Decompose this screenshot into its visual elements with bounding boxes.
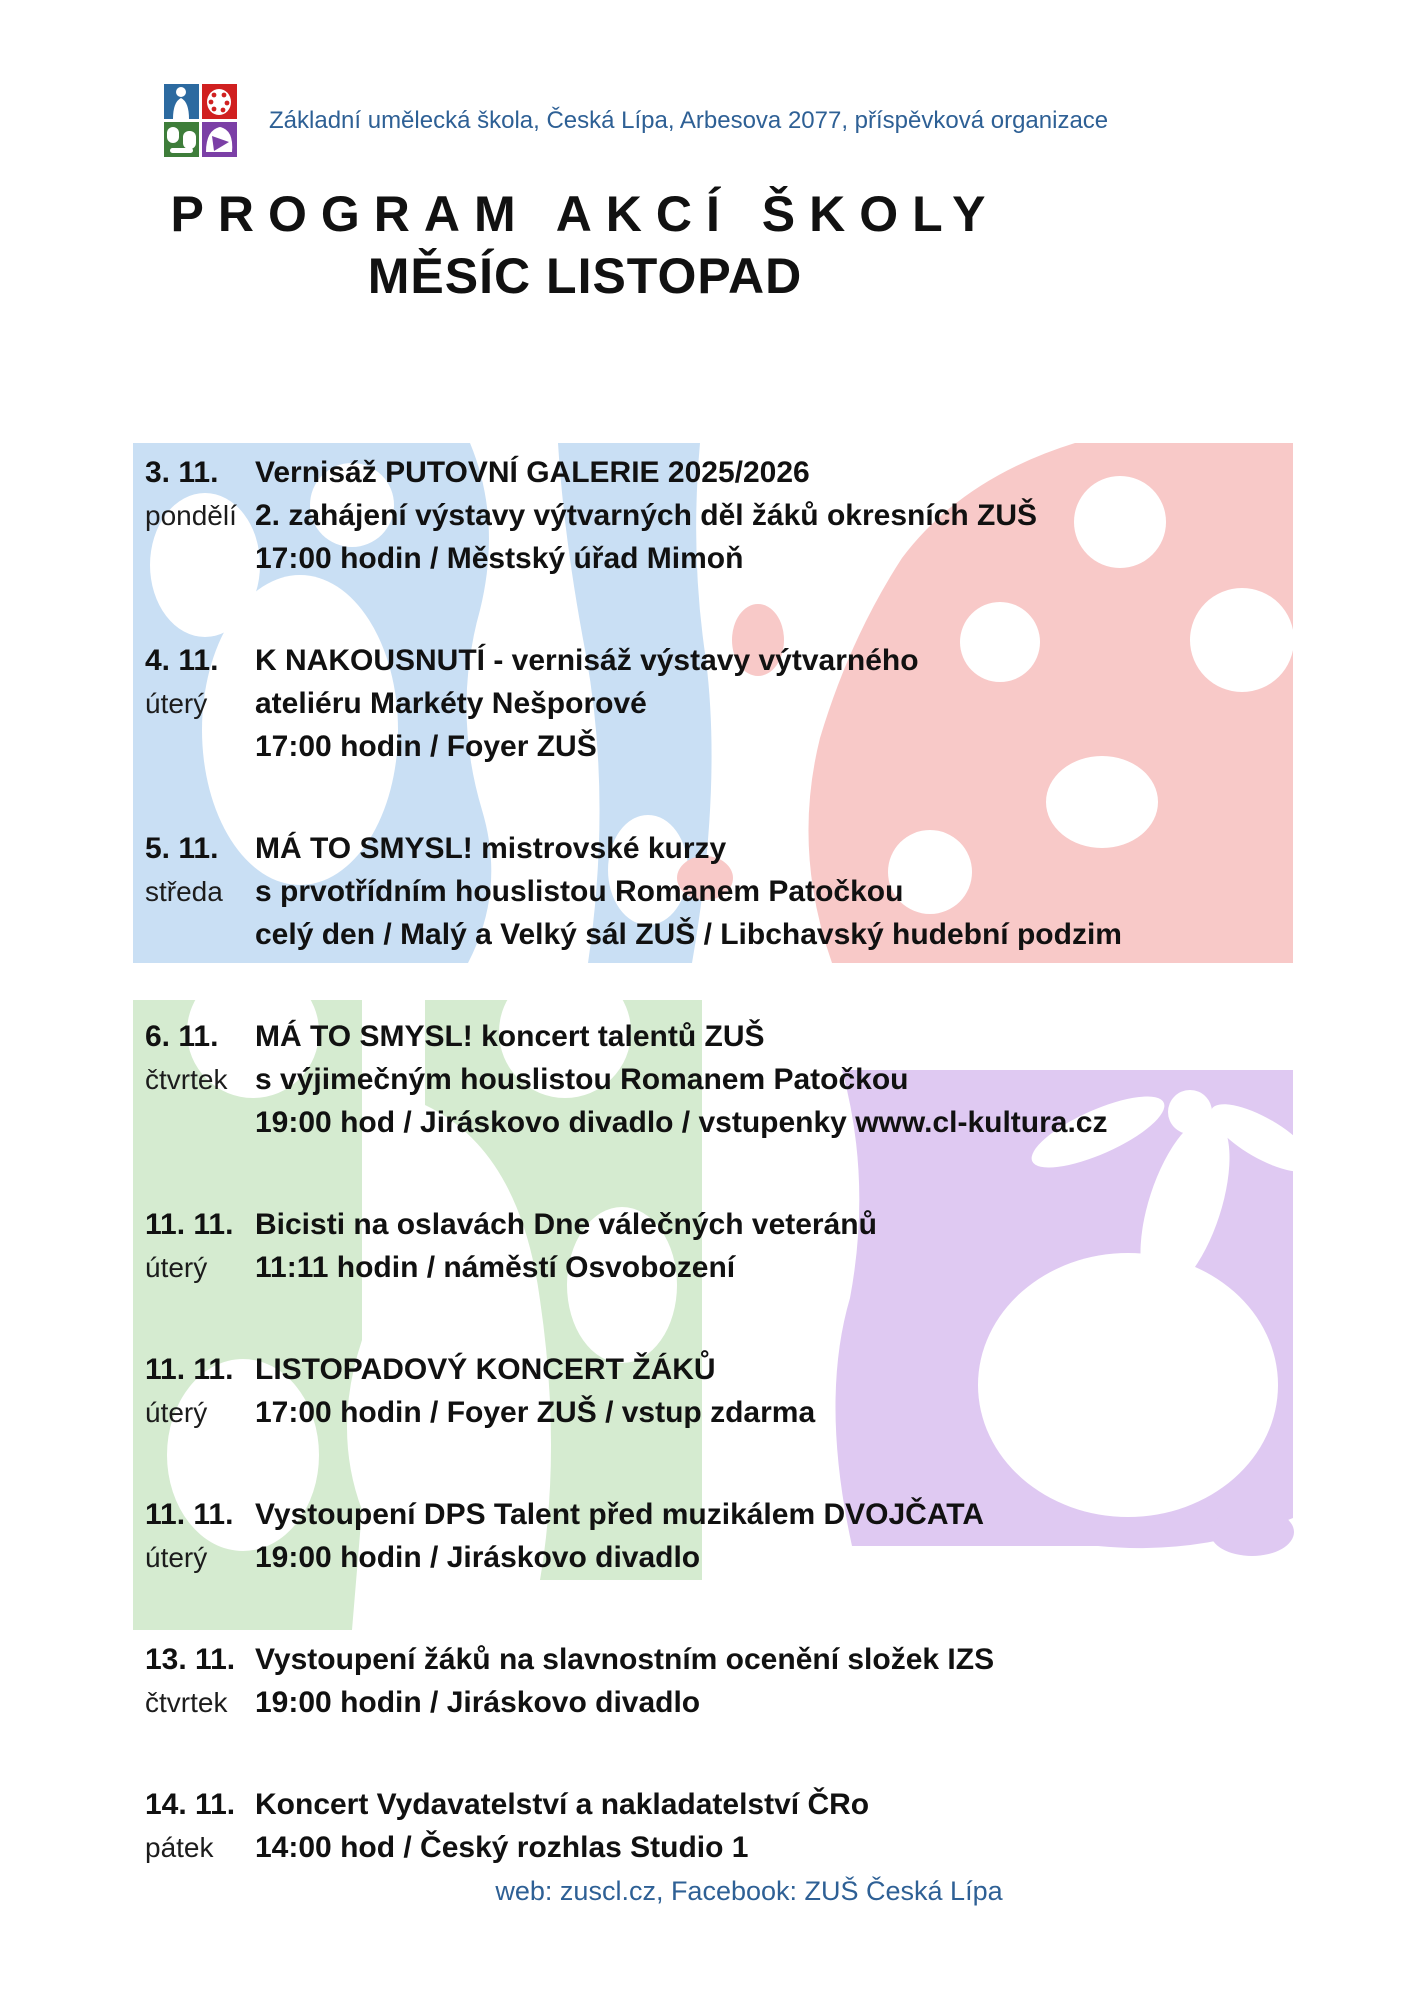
event-row: [145, 1348, 1345, 1434]
event-date: 11. 11.: [145, 1498, 234, 1531]
event-detail: 17:00 hodin / Foyer ZUŠ / vstup zdarma: [255, 1396, 816, 1429]
event-date: 4. 11.: [145, 644, 219, 677]
event-row: [145, 1783, 1345, 1869]
event-detail: 14:00 hod / Český rozhlas Studio 1: [255, 1831, 749, 1864]
dance-bird-icon: [202, 122, 237, 157]
event-row: [145, 451, 1345, 580]
event-detail: s prvotřídním houslistou Romanem Patočkou: [255, 875, 904, 908]
event-detail: s výjimečným houslistou Romanem Patočkou: [255, 1063, 909, 1096]
event-day: čtvrtek: [145, 1687, 228, 1718]
event-day: úterý: [145, 688, 208, 719]
event-day: úterý: [145, 1397, 208, 1428]
event-title: MÁ TO SMYSL! mistrovské kurzy: [255, 832, 727, 865]
event-row: [145, 1638, 1345, 1724]
title-line-1: PROGRAM AKCÍ ŠKOLY: [170, 186, 1000, 242]
event-row: [145, 639, 1345, 768]
event-date: 11. 11.: [145, 1208, 234, 1241]
event-date: 5. 11.: [145, 832, 219, 865]
event-detail: 11:11 hodin / náměstí Osvobození: [255, 1251, 736, 1284]
event-day: úterý: [145, 1542, 208, 1573]
event-title: LISTOPADOVÝ KONCERT ŽÁKŮ: [255, 1353, 716, 1386]
event-detail: 17:00 hodin / Foyer ZUŠ: [255, 730, 597, 763]
event-title: MÁ TO SMYSL! koncert talentů ZUŠ: [255, 1020, 765, 1053]
event-date: 11. 11.: [145, 1353, 234, 1386]
event-detail: 19:00 hodin / Jiráskovo divadlo: [255, 1686, 701, 1719]
title-line-2: MĚSÍC LISTOPAD: [367, 248, 803, 304]
event-date: 13. 11.: [145, 1643, 236, 1676]
event-day: čtvrtek: [145, 1064, 228, 1095]
poster-title: [0, 183, 1170, 307]
event-detail: 2. zahájení výstavy výtvarných děl žáků okresních ZUŠ: [255, 499, 1038, 532]
event-day: středa: [145, 876, 223, 907]
school-logo: [164, 84, 237, 157]
event-title: Bicisti na oslavách Dne válečných veteránů: [255, 1208, 877, 1241]
header: [164, 84, 1108, 157]
event-row: [145, 1015, 1345, 1144]
event-detail: 17:00 hodin / Městský úřad Mimoň: [255, 542, 744, 575]
footer-contacts: web: zuscl.cz, Facebook: ZUŠ Česká Lípa: [495, 1876, 1003, 1906]
event-day: úterý: [145, 1252, 208, 1283]
event-row: [145, 1203, 1345, 1289]
music-figure-icon: [164, 84, 199, 119]
sculpture-shapes-icon: [164, 122, 199, 157]
event-day: pondělí: [145, 500, 237, 531]
event-row: [145, 827, 1345, 956]
event-title: K NAKOUSNUTÍ - vernisáž výstavy výtvarného: [255, 644, 919, 677]
event-detail: ateliéru Markéty Nešporové: [255, 687, 647, 720]
event-title: Vernisáž PUTOVNÍ GALERIE 2025/2026: [255, 456, 810, 489]
event-day: pátek: [145, 1832, 214, 1863]
organization-name: Základní umělecká škola, Česká Lípa, Arbesova 2077, příspěvková organizace: [269, 106, 1109, 134]
event-detail: 19:00 hod / Jiráskovo divadlo / vstupenky www.cl-kultura.cz: [255, 1106, 1108, 1139]
painter-palette-icon: [202, 84, 237, 119]
event-title: Koncert Vydavatelství a nakladatelství ČRo: [255, 1788, 870, 1821]
event-title: Vystoupení DPS Talent před muzikálem DVOJČATA: [255, 1498, 985, 1531]
events-list: [145, 451, 1345, 1928]
event-detail: celý den / Malý a Velký sál ZUŠ / Libchavský hudební podzim: [255, 918, 1122, 951]
event-detail: 19:00 hodin / Jiráskovo divadlo: [255, 1541, 701, 1574]
event-date: 14. 11.: [145, 1788, 236, 1821]
event-date: 6. 11.: [145, 1020, 219, 1053]
event-title: Vystoupení žáků na slavnostním ocenění složek IZS: [255, 1643, 995, 1676]
event-row: [145, 1493, 1345, 1579]
event-date: 3. 11.: [145, 456, 219, 489]
